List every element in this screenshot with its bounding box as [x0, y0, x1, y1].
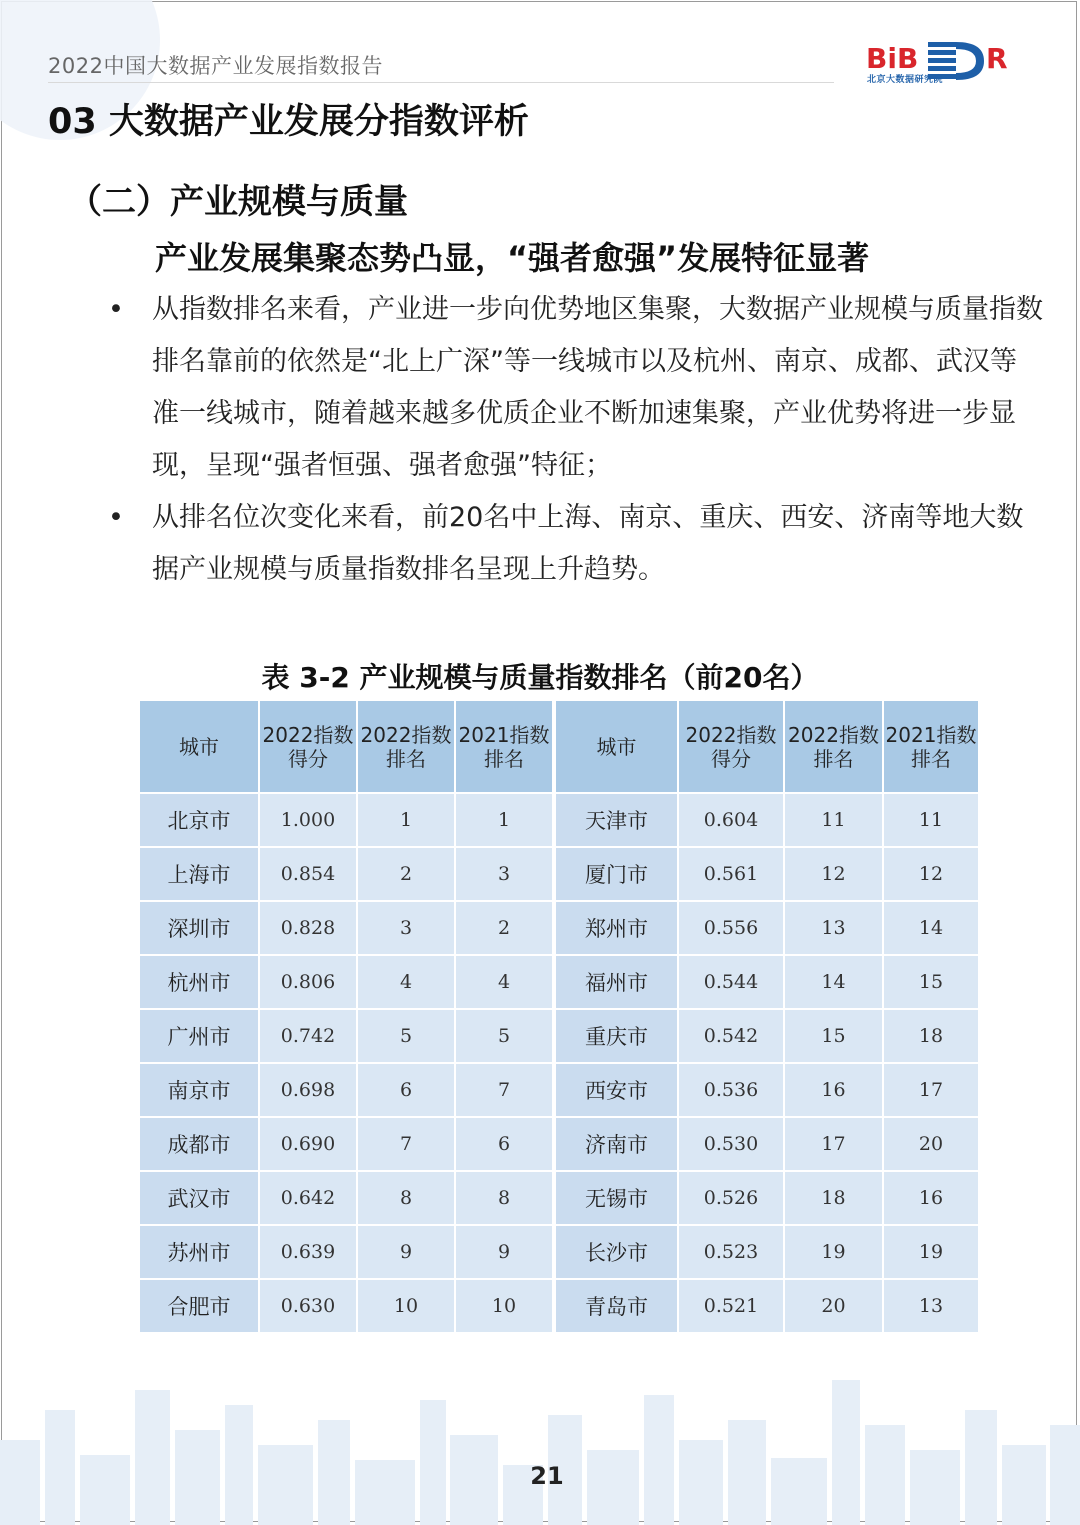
subsection-title: （二）产业规模与质量	[68, 182, 408, 222]
rank-2021-cell: 16	[884, 1172, 980, 1226]
rank-2021-cell: 1	[456, 794, 554, 848]
report-title: 2022中国大数据产业发展指数报告	[48, 54, 383, 78]
rank-2021-cell: 13	[884, 1280, 980, 1334]
rank-2021-cell: 12	[884, 848, 980, 902]
score-2022-cell: 0.561	[679, 848, 785, 902]
bullet-dot: •	[108, 294, 124, 325]
rank-2022-cell: 6	[358, 1064, 456, 1118]
rank-2022-cell: 20	[785, 1280, 884, 1334]
score-2022-cell: 0.642	[260, 1172, 358, 1226]
header-divider	[48, 82, 834, 83]
city-cell: 广州市	[140, 1010, 260, 1064]
header-score-2022: 2022指数得分	[679, 701, 785, 794]
city-cell: 成都市	[140, 1118, 260, 1172]
table-row	[140, 1010, 980, 1064]
bullet-item	[108, 284, 1043, 492]
section-title: 03 大数据产业发展分指数评析	[48, 102, 529, 142]
score-2022-cell: 0.536	[679, 1064, 785, 1118]
rank-2022-cell: 8	[358, 1172, 456, 1226]
score-2022-cell: 0.530	[679, 1118, 785, 1172]
score-2022-cell: 0.806	[260, 956, 358, 1010]
city-cell: 郑州市	[556, 902, 679, 956]
rank-2022-cell: 3	[358, 902, 456, 956]
rank-2022-cell: 2	[358, 848, 456, 902]
header-rank-2021: 2021指数排名	[456, 701, 554, 794]
city-cell: 无锡市	[556, 1172, 679, 1226]
score-2022-cell: 0.742	[260, 1010, 358, 1064]
rank-2022-cell: 1	[358, 794, 456, 848]
table-row	[140, 1226, 980, 1280]
score-2022-cell: 0.630	[260, 1280, 358, 1334]
rank-2021-cell: 14	[884, 902, 980, 956]
table-body	[140, 794, 980, 1334]
ranking-table	[140, 701, 980, 1334]
rank-2022-cell: 16	[785, 1064, 884, 1118]
rank-2022-cell: 5	[358, 1010, 456, 1064]
city-cell: 杭州市	[140, 956, 260, 1010]
logo-subtitle: 北京大数据研究院	[867, 75, 944, 85]
rank-2021-cell: 20	[884, 1118, 980, 1172]
rank-2021-cell: 10	[456, 1280, 554, 1334]
score-2022-cell: 0.526	[679, 1172, 785, 1226]
rank-2021-cell: 7	[456, 1064, 554, 1118]
bullet-item	[108, 492, 1043, 596]
page-number: 21	[530, 1462, 564, 1490]
bullet-list	[108, 284, 1043, 596]
rank-2022-cell: 13	[785, 902, 884, 956]
city-cell: 武汉市	[140, 1172, 260, 1226]
city-cell: 南京市	[140, 1064, 260, 1118]
score-2022-cell: 0.639	[260, 1226, 358, 1280]
table-row	[140, 848, 980, 902]
rank-2022-cell: 7	[358, 1118, 456, 1172]
rank-2021-cell: 4	[456, 956, 554, 1010]
rank-2021-cell: 5	[456, 1010, 554, 1064]
header-rank-2022: 2022指数排名	[785, 701, 884, 794]
table-row	[140, 956, 980, 1010]
bullet-dot: •	[108, 502, 124, 533]
rank-2021-cell: 8	[456, 1172, 554, 1226]
score-2022-cell: 0.828	[260, 902, 358, 956]
city-cell: 深圳市	[140, 902, 260, 956]
bullet-text: 从指数排名来看，产业进一步向优势地区集聚，大数据产业规模与质量指数排名靠前的依然是“北上广深”等一线城市以及杭州、南京、成都、武汉等准一线城市，随着越来越多优质企业不断加速集聚，产业优势将进一步显现，呈现“强者恒强、强者愈强”特征；	[152, 294, 1043, 481]
city-cell: 西安市	[556, 1064, 679, 1118]
score-2022-cell: 0.542	[679, 1010, 785, 1064]
table-row	[140, 1280, 980, 1334]
city-cell: 北京市	[140, 794, 260, 848]
rank-2021-cell: 9	[456, 1226, 554, 1280]
score-2022-cell: 0.854	[260, 848, 358, 902]
table-header-row	[140, 701, 980, 794]
city-cell: 重庆市	[556, 1010, 679, 1064]
city-cell: 合肥市	[140, 1280, 260, 1334]
score-2022-cell: 0.698	[260, 1064, 358, 1118]
city-skyline-decoration	[0, 1370, 1080, 1525]
rank-2022-cell: 4	[358, 956, 456, 1010]
table-row	[140, 1064, 980, 1118]
city-cell: 天津市	[556, 794, 679, 848]
header-rank-2021: 2021指数排名	[884, 701, 980, 794]
rank-2022-cell: 10	[358, 1280, 456, 1334]
rank-2021-cell: 15	[884, 956, 980, 1010]
city-cell: 长沙市	[556, 1226, 679, 1280]
score-2022-cell: 0.523	[679, 1226, 785, 1280]
header-score-2022: 2022指数得分	[260, 701, 358, 794]
score-2022-cell: 0.544	[679, 956, 785, 1010]
city-cell: 苏州市	[140, 1226, 260, 1280]
headline: 产业发展集聚态势凸显，“强者愈强”发展特征显著	[155, 239, 870, 277]
city-cell: 青岛市	[556, 1280, 679, 1334]
rank-2021-cell: 3	[456, 848, 554, 902]
score-2022-cell: 0.521	[679, 1280, 785, 1334]
rank-2022-cell: 11	[785, 794, 884, 848]
table-row	[140, 902, 980, 956]
score-2022-cell: 1.000	[260, 794, 358, 848]
logo-text-r: R	[986, 42, 1008, 75]
bullet-text: 从排名位次变化来看，前20名中上海、南京、重庆、西安、济南等地大数据产业规模与质量指数排名呈现上升趋势。	[152, 502, 1024, 585]
rank-2022-cell: 15	[785, 1010, 884, 1064]
table-caption: 表 3-2 产业规模与质量指数排名（前20名）	[261, 661, 819, 694]
score-2022-cell: 0.556	[679, 902, 785, 956]
rank-2022-cell: 19	[785, 1226, 884, 1280]
rank-2022-cell: 18	[785, 1172, 884, 1226]
rank-2021-cell: 2	[456, 902, 554, 956]
header-city: 城市	[556, 701, 679, 794]
score-2022-cell: 0.690	[260, 1118, 358, 1172]
rank-2022-cell: 12	[785, 848, 884, 902]
rank-2021-cell: 17	[884, 1064, 980, 1118]
score-2022-cell: 0.604	[679, 794, 785, 848]
header-city: 城市	[140, 701, 260, 794]
city-cell: 济南市	[556, 1118, 679, 1172]
table-row	[140, 1118, 980, 1172]
logo-text-red: BiB	[866, 42, 919, 75]
rank-2022-cell: 17	[785, 1118, 884, 1172]
city-cell: 上海市	[140, 848, 260, 902]
rank-2021-cell: 11	[884, 794, 980, 848]
rank-2022-cell: 9	[358, 1226, 456, 1280]
rank-2022-cell: 14	[785, 956, 884, 1010]
city-cell: 福州市	[556, 956, 679, 1010]
table-row	[140, 794, 980, 848]
city-cell: 厦门市	[556, 848, 679, 902]
table-row	[140, 1172, 980, 1226]
rank-2021-cell: 19	[884, 1226, 980, 1280]
rank-2021-cell: 6	[456, 1118, 554, 1172]
header-rank-2022: 2022指数排名	[358, 701, 456, 794]
rank-2021-cell: 18	[884, 1010, 980, 1064]
